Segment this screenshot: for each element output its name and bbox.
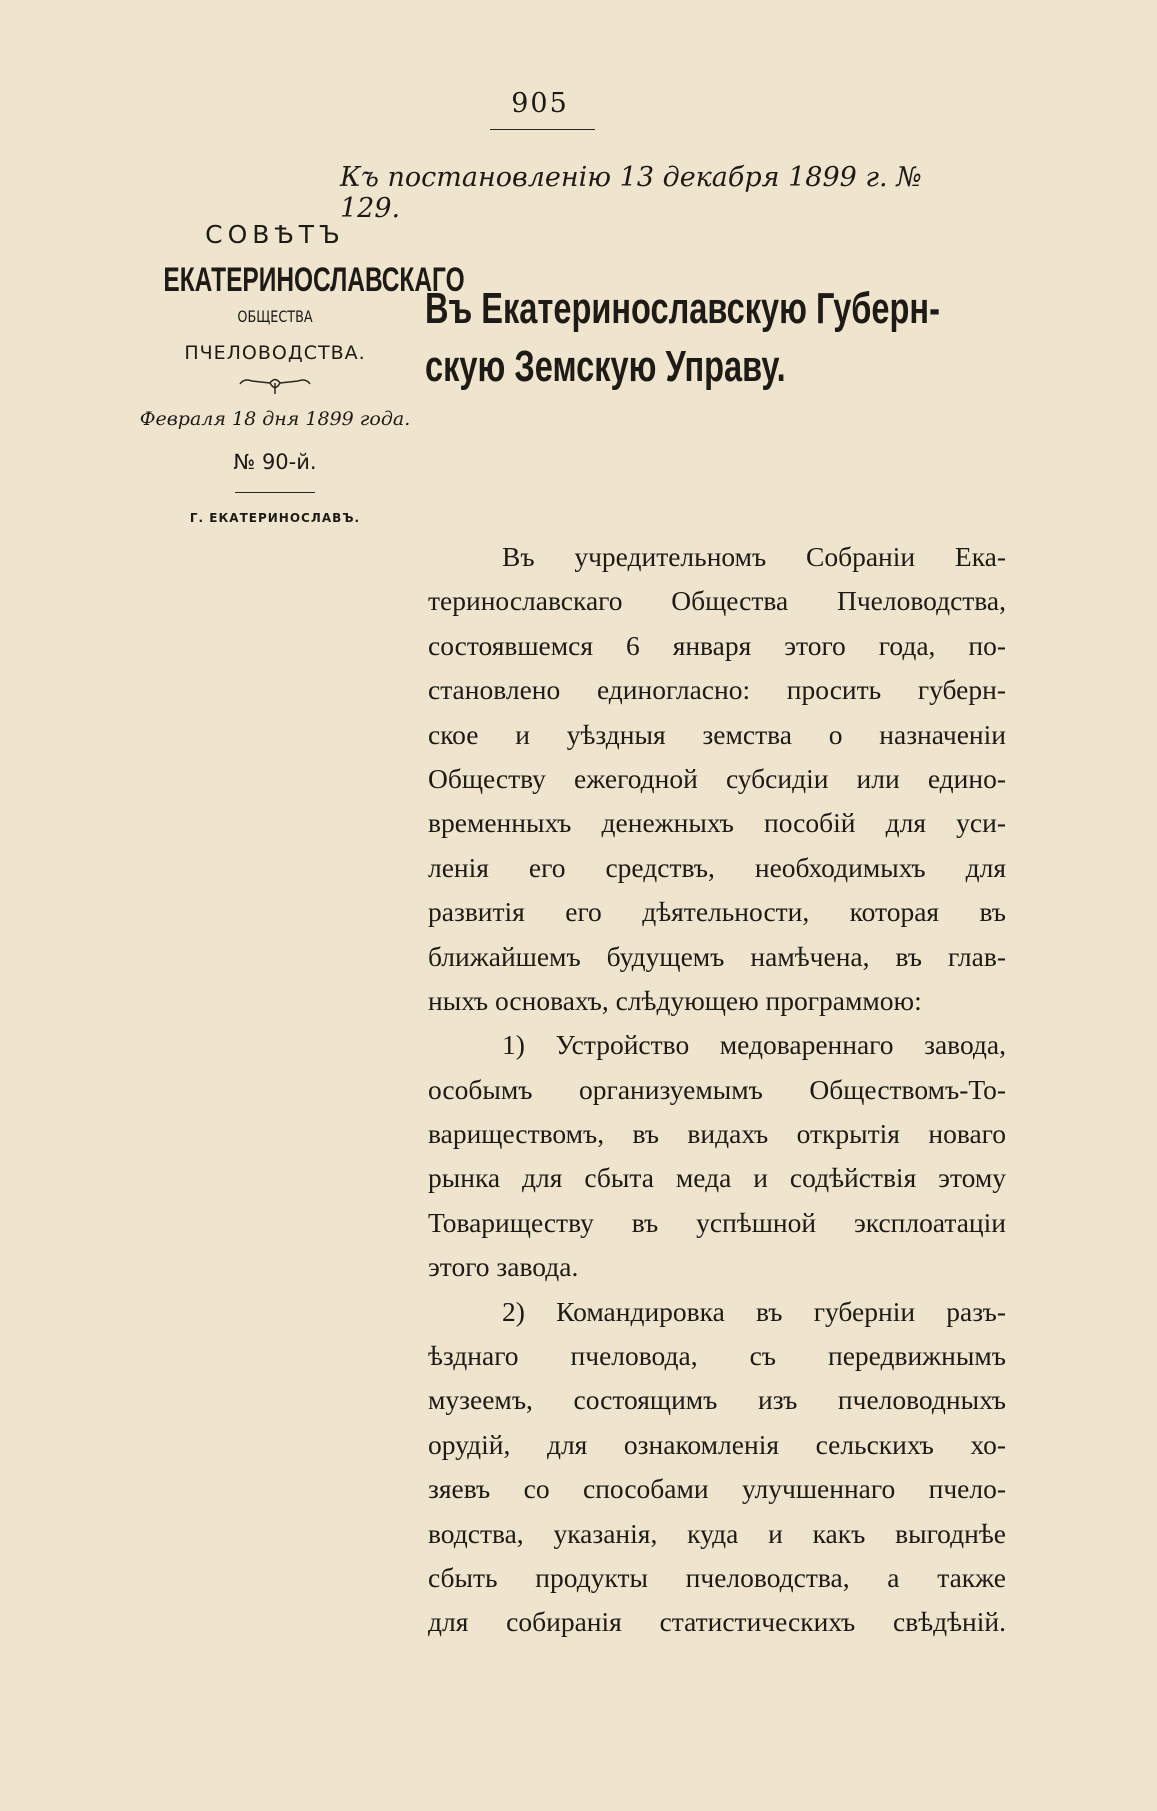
body-line: теринославскаго Общества Пчеловодства, (428, 585, 1006, 617)
body-line: ское и уѣздныя земства о назначеніи (428, 718, 1006, 750)
sender-society: ОБЩЕСТВА (237, 306, 313, 326)
sender-council: СОВѢТЪ (205, 220, 345, 249)
body-line: 2) Командировка въ губерніи разъ- (502, 1295, 1006, 1327)
body-line: становлено единогласно: просить губерн- (428, 674, 1006, 706)
body-line: ныхъ основахъ, слѣдующею программою: (428, 984, 922, 1016)
body-line: развитія его дѣятельности, которая въ (428, 896, 1006, 928)
body-line: 1) Устройство медовареннаго завода, (502, 1029, 1006, 1061)
body-line: Товариществу въ успѣшной эксплоатаціи (428, 1206, 1006, 1238)
body-line: ѣзднаго пчеловода, съ передвижнымъ (428, 1340, 1006, 1372)
letter-body (428, 535, 1006, 1645)
resolution-reference: Къ постановленію 13 декабря 1899 г. № 129. (340, 162, 922, 224)
addressee (425, 280, 940, 396)
addressee-line: Въ Екатеринославскую Губерн- (425, 284, 940, 333)
body-line: для собиранія статистическихъ свѣдѣній. (428, 1606, 1006, 1638)
letter-date: Февраля 18 дня 1899 года. (139, 407, 411, 430)
sender-region: ЕКАТЕРИНОСЛАВСКАГО (163, 261, 465, 299)
body-line: ближайшемъ будущемъ намѣчена, въ глав- (428, 940, 1006, 972)
body-line: зяевъ со способами улучшеннаго пчело- (428, 1473, 1006, 1505)
body-line: рынка для сбыта меда и содѣйствія этому (428, 1162, 1006, 1194)
body-line: этого завода. (428, 1251, 579, 1283)
sender-beekeeping: ПЧЕЛОВОДСТВА. (184, 341, 366, 364)
sender-city: Г. ЕКАТЕРИНОСЛАВЪ. (189, 510, 361, 525)
page-number: 905 (511, 88, 569, 119)
body-line: состоявшемся 6 января этого года, по- (428, 629, 1006, 661)
addressee-line: скую Земскую Управу. (425, 342, 786, 391)
body-line: музеемъ, состоящимъ изъ пчеловодныхъ (428, 1384, 1006, 1416)
body-line: вариществомъ, въ видахъ открытія новаго (428, 1118, 1006, 1150)
body-line: водства, указанія, куда и какъ выгоднѣе (428, 1517, 1006, 1549)
body-line: Въ учредительномъ Собраніи Ека- (502, 541, 1006, 572)
body-line: Обществу ежегодной субсидіи или едино- (428, 762, 1006, 794)
body-line: орудій, для ознакомленія сельскихъ хо- (428, 1428, 1006, 1460)
body-line: временныхъ денежныхъ пособій для уси- (428, 807, 1006, 839)
body-line: сбыть продукты пчеловодства, а также (428, 1561, 1006, 1593)
sender-block (120, 210, 465, 525)
page-number-rule (490, 129, 595, 130)
ornament-icon (230, 374, 320, 396)
body-line: особымъ организуемымъ Обществомъ-То- (428, 1073, 1006, 1105)
letter-number: № 90-й. (233, 449, 317, 474)
separator-rule (235, 492, 315, 493)
body-line: ленія его средствъ, необходимыхъ для (428, 851, 1006, 883)
